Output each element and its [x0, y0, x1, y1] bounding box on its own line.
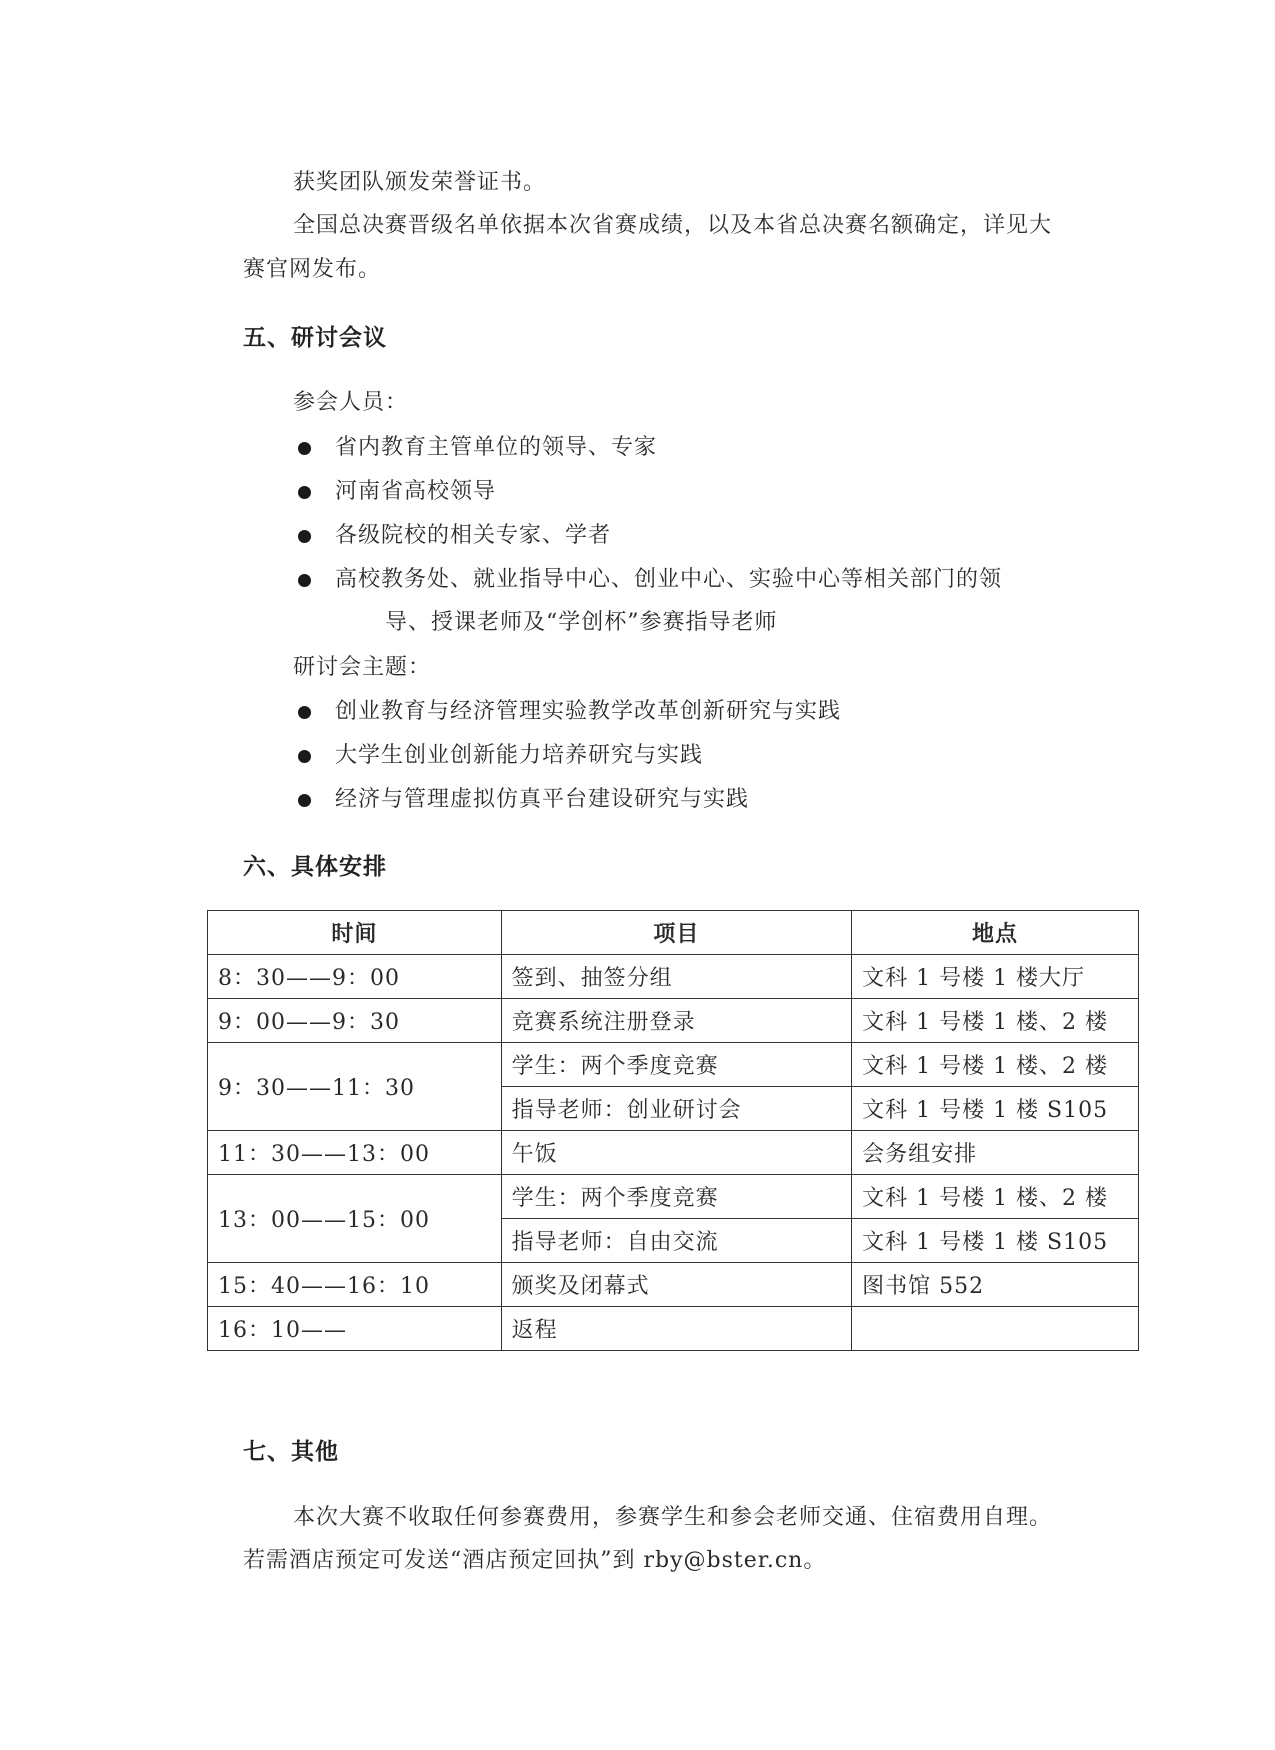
table-header-row — [208, 911, 1139, 955]
header-item: 项目 — [501, 911, 851, 955]
cell-time: 9：30——11：30 — [208, 1043, 502, 1131]
paragraph-national-final-line1: 全国总决赛晋级名单依据本次省赛成绩，以及本省总决赛名额确定，详见大 — [293, 213, 1053, 238]
cell-place: 文科 1 号楼 1 楼、2 楼 — [852, 1175, 1139, 1219]
list-item — [335, 521, 611, 551]
list-item-continuation: 导、授课老师及“学创杯”参赛指导老师 — [385, 610, 778, 635]
header-time: 时间 — [208, 911, 502, 955]
header-place: 地点 — [852, 911, 1139, 955]
table-row — [208, 955, 1139, 999]
cell-item: 签到、抽签分组 — [501, 955, 851, 999]
paragraph-award-certificate: 获奖团队颁发荣誉证书。 — [293, 170, 547, 195]
paragraph-fees-line2: 若需酒店预定可发送“酒店预定回执”到 rby@bster.cn。 — [243, 1548, 827, 1573]
list-item-text: 河南省高校领导 — [335, 479, 497, 504]
table-row — [208, 1175, 1139, 1219]
attendees-label: 参会人员： — [293, 390, 409, 415]
cell-place: 文科 1 号楼 1 楼、2 楼 — [852, 1043, 1139, 1087]
cell-time: 15：40——16：10 — [208, 1263, 502, 1307]
cell-time: 8：30——9：00 — [208, 955, 502, 999]
list-item — [335, 741, 703, 771]
paragraph-national-final-line2: 赛官网发布。 — [243, 257, 382, 282]
cell-time: 16：10—— — [208, 1307, 502, 1351]
cell-place: 文科 1 号楼 1 楼 S105 — [852, 1087, 1139, 1131]
cell-place — [852, 1307, 1139, 1351]
cell-place: 图书馆 552 — [852, 1263, 1139, 1307]
cell-item: 学生：两个季度竞赛 — [501, 1175, 851, 1219]
table-row — [208, 1043, 1139, 1087]
list-item — [335, 785, 749, 815]
list-item-text: 省内教育主管单位的领导、专家 — [335, 435, 658, 460]
cell-item: 指导老师：创业研讨会 — [501, 1087, 851, 1131]
cell-item: 学生：两个季度竞赛 — [501, 1043, 851, 1087]
table-row — [208, 1263, 1139, 1307]
list-item-text: 经济与管理虚拟仿真平台建设研究与实践 — [335, 787, 750, 812]
list-item — [335, 433, 657, 463]
section7-heading: 七、其他 — [243, 1438, 339, 1465]
cell-time: 13：00——15：00 — [208, 1175, 502, 1263]
bullet-icon — [298, 706, 311, 719]
topics-label: 研讨会主题： — [293, 655, 432, 680]
schedule-table — [207, 910, 1139, 1351]
cell-place: 文科 1 号楼 1 楼 S105 — [852, 1219, 1139, 1263]
bullet-icon — [298, 442, 311, 455]
bullet-icon — [298, 574, 311, 587]
list-item-text: 高校教务处、就业指导中心、创业中心、实验中心等相关部门的领 — [335, 567, 1003, 592]
table-row — [208, 1307, 1139, 1351]
cell-place: 会务组安排 — [852, 1131, 1139, 1175]
bullet-icon — [298, 530, 311, 543]
list-item-text: 创业教育与经济管理实验教学改革创新研究与实践 — [335, 699, 842, 724]
cell-item: 午饭 — [501, 1131, 851, 1175]
paragraph-fees-line1: 本次大赛不收取任何参赛费用，参赛学生和参会老师交通、住宿费用自理。 — [293, 1505, 1053, 1530]
list-item — [335, 477, 496, 507]
section5-heading: 五、研讨会议 — [243, 324, 387, 351]
cell-item: 颁奖及闭幕式 — [501, 1263, 851, 1307]
bullet-icon — [298, 794, 311, 807]
cell-item: 返程 — [501, 1307, 851, 1351]
list-item — [335, 565, 1002, 595]
list-item-text: 大学生创业创新能力培养研究与实践 — [335, 743, 704, 768]
cell-time: 11：30——13：00 — [208, 1131, 502, 1175]
cell-place: 文科 1 号楼 1 楼、2 楼 — [852, 999, 1139, 1043]
bullet-icon — [298, 486, 311, 499]
bullet-icon — [298, 750, 311, 763]
list-item-text: 各级院校的相关专家、学者 — [335, 523, 612, 548]
cell-item: 竞赛系统注册登录 — [501, 999, 851, 1043]
section6-heading: 六、具体安排 — [243, 853, 387, 880]
list-item — [335, 697, 841, 727]
cell-place: 文科 1 号楼 1 楼大厅 — [852, 955, 1139, 999]
cell-time: 9：00——9：30 — [208, 999, 502, 1043]
cell-item: 指导老师：自由交流 — [501, 1219, 851, 1263]
table-row — [208, 999, 1139, 1043]
table-row — [208, 1131, 1139, 1175]
